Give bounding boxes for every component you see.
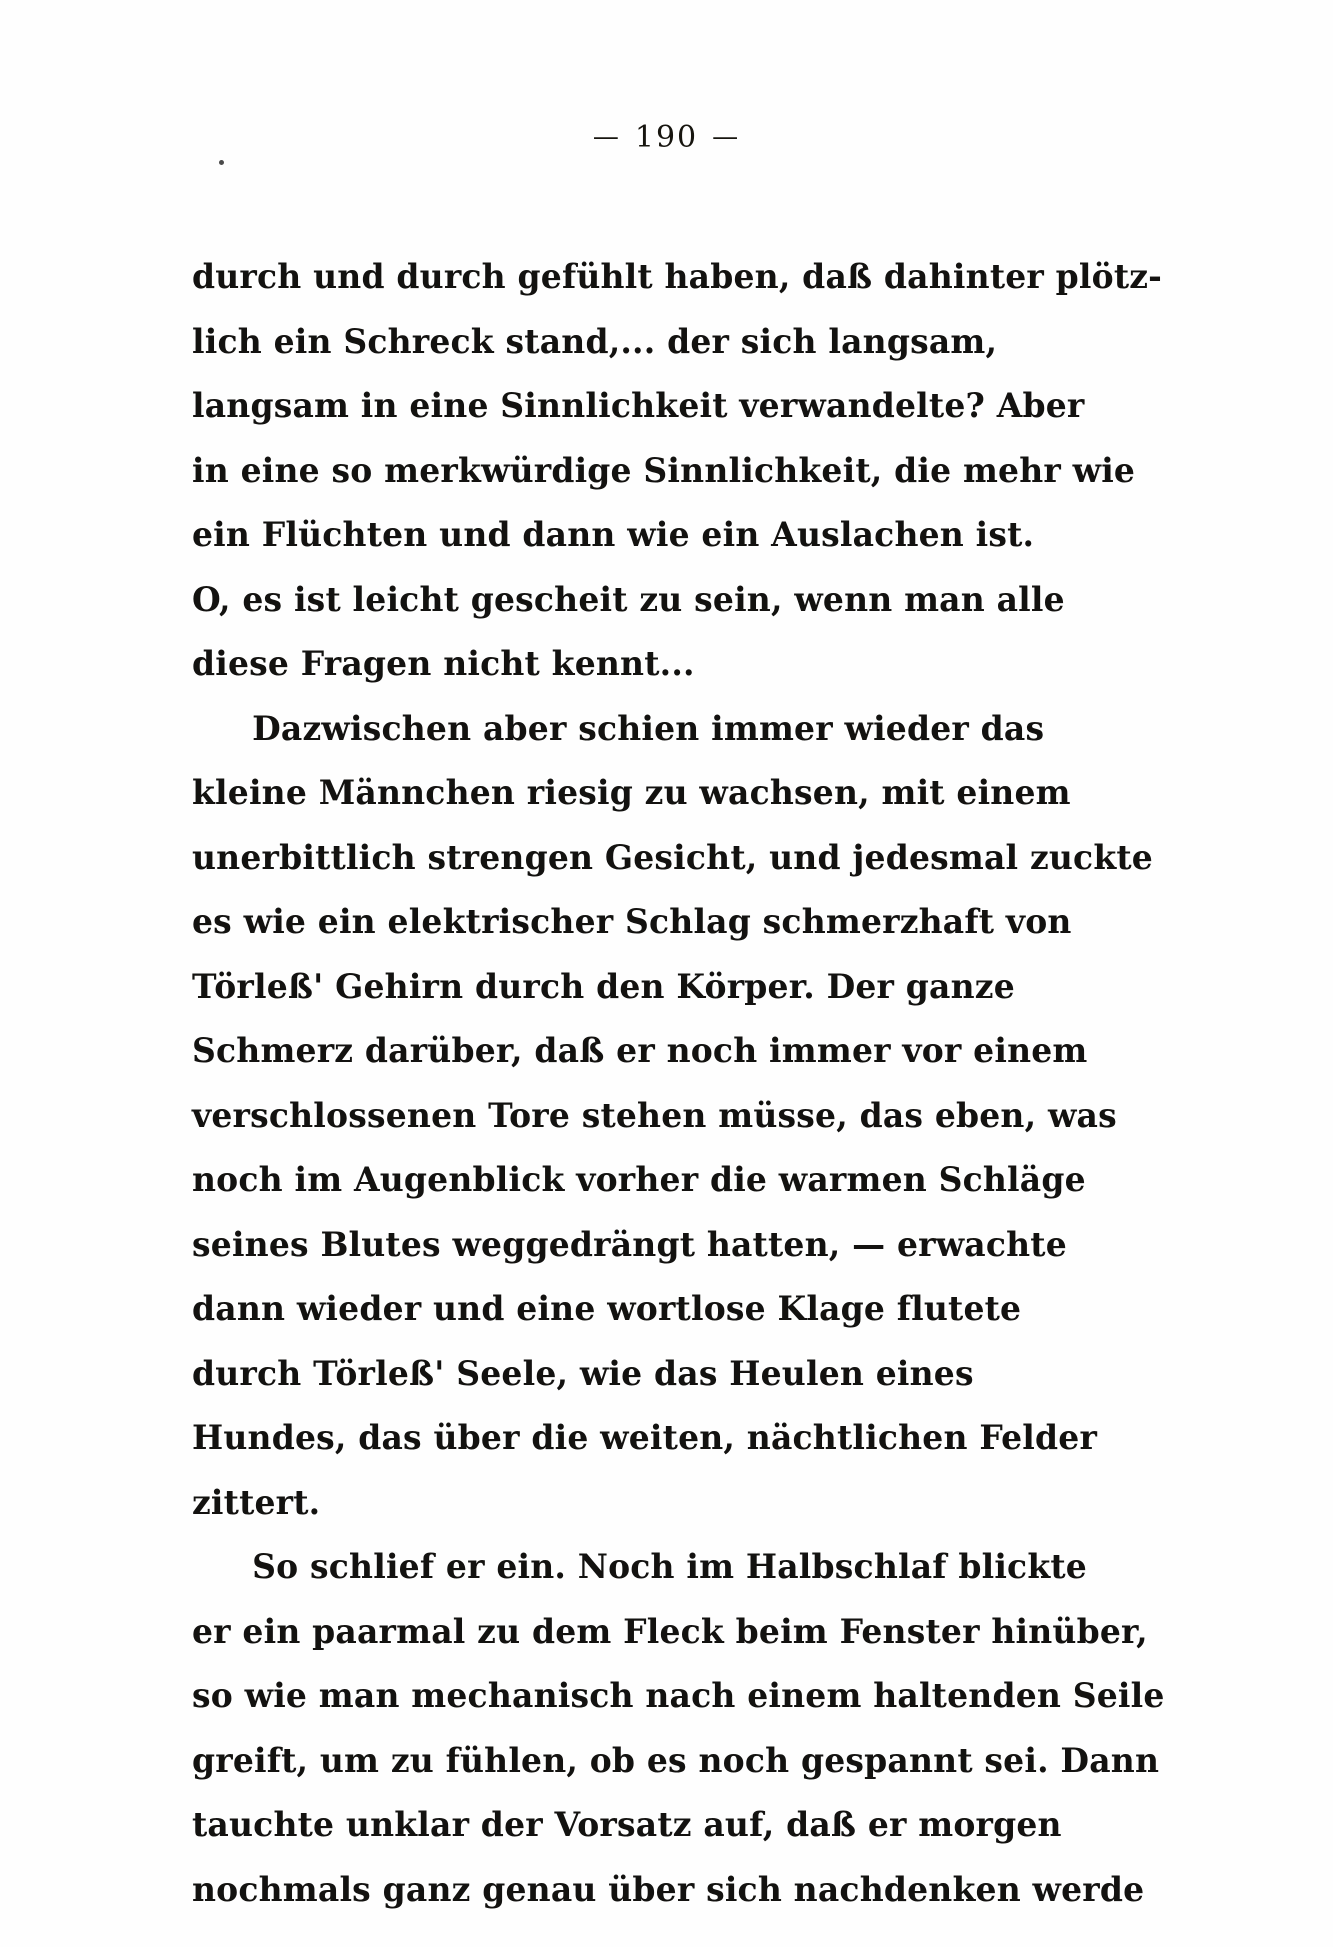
text-line: durch Törleß' Seele, wie das Heulen eines	[192, 1353, 974, 1394]
text-line: Törleß' Gehirn durch den Körper. Der ganze	[192, 966, 1015, 1007]
text-line: nochmals ganz genau über sich nachdenken werde	[192, 1869, 1145, 1910]
text-line: Hundes, das über die weiten, nächtlichen Felder	[192, 1418, 1098, 1458]
text-line: O, es ist leicht gescheit zu sein, wenn man alle	[192, 579, 1065, 620]
paragraph-2	[192, 697, 1152, 1536]
page-number: 190	[634, 120, 699, 155]
text-line: in eine so merkwürdige Sinnlichkeit, die mehr wie	[192, 450, 1136, 491]
text-line: so wie man mechanisch nach einem haltenden Seile	[192, 1676, 1165, 1716]
text-line: zittert.	[192, 1482, 321, 1523]
text-line: greift, um zu fühlen, ob es noch gespannt sei. Dann	[192, 1740, 1160, 1781]
text-line: tauchte unklar der Vorsatz auf, daß er morgen	[192, 1805, 1062, 1845]
text-line: diese Fragen nicht kennt...	[192, 644, 695, 684]
text-line: Schmerz darüber, daß er noch immer vor einem	[192, 1031, 1088, 1071]
text-line: langsam in eine Sinnlichkeit verwandelte? Aber	[192, 386, 1085, 426]
folio-dash-left: —	[592, 122, 621, 152]
text-line: er ein paarmal zu dem Fleck beim Fenster hinüber,	[192, 1611, 1148, 1652]
text-line: ein Flüchten und dann wie ein Auslachen ist.	[192, 515, 1035, 555]
text-line: seines Blutes weggedrängt hatten, — erwachte	[192, 1224, 1067, 1265]
text-line: durch und durch gefühlt haben, daß dahinter plötz-	[192, 257, 1163, 297]
page-header	[0, 120, 1333, 155]
text-line: lich ein Schreck stand,... der sich langsam,	[192, 321, 998, 362]
paragraph-1	[192, 245, 1163, 697]
paragraph-3	[192, 1535, 1165, 1922]
text-line: Dazwischen aber schien immer wieder das	[252, 708, 1045, 749]
text-line: So schlief er ein. Noch im Halbschlaf blickte	[252, 1547, 1087, 1587]
page-speck-artifact	[219, 160, 224, 165]
page-folio	[579, 120, 754, 155]
text-line: es wie ein elektrischer Schlag schmerzhaft von	[192, 902, 1072, 942]
body-text	[192, 245, 1165, 1922]
folio-dash-right: —	[712, 122, 741, 152]
text-line: verschlossenen Tore stehen müsse, das eben, was	[192, 1095, 1117, 1136]
text-line: kleine Männchen riesig zu wachsen, mit einem	[192, 773, 1071, 813]
text-line: unerbittlich strengen Gesicht, und jedesmal zuckte	[192, 837, 1153, 878]
text-line: dann wieder und eine wortlose Klage flutete	[192, 1289, 1022, 1329]
text-line: noch im Augenblick vorher die warmen Schläge	[192, 1160, 1086, 1200]
